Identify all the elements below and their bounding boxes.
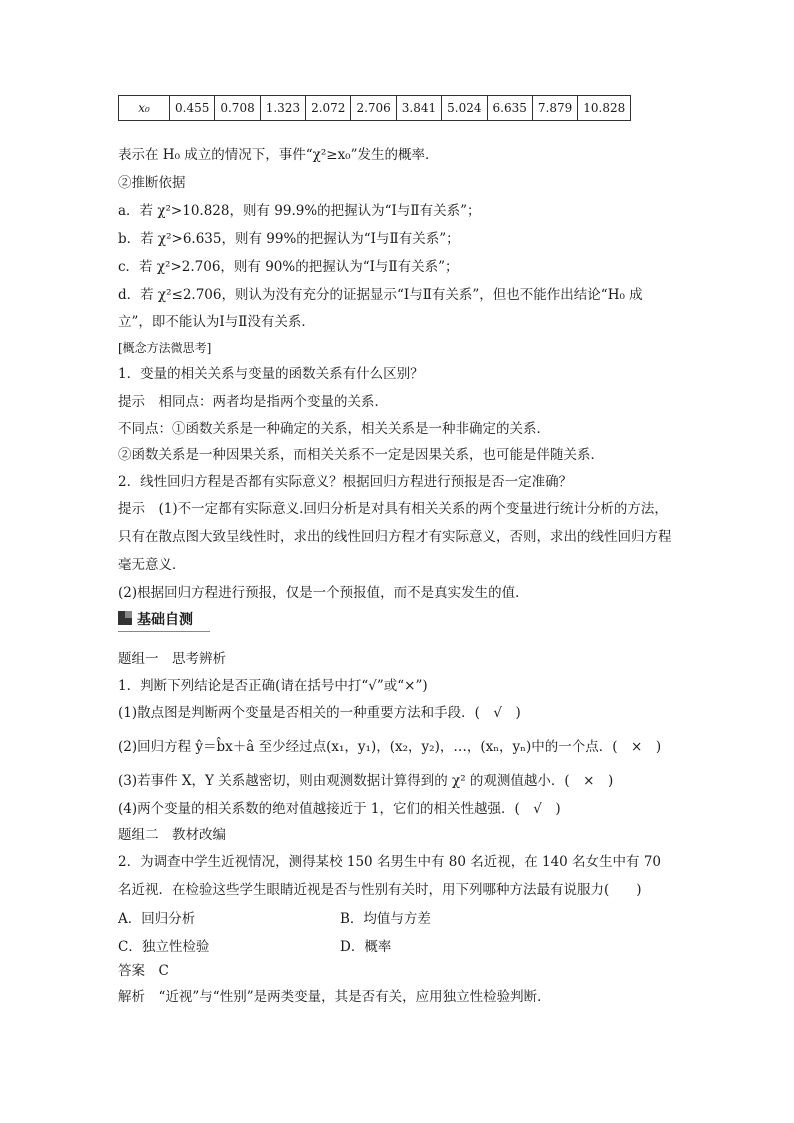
table-cell: 0.708 <box>215 96 260 121</box>
table-header-cell: x₀ <box>119 96 170 121</box>
table-row <box>119 96 631 121</box>
think-answer-2-para1: 提示 (1)不一定都有实际意义.回归分析是对具有相关关系的两个变量进行统计分析的方法，只有在散点图大致呈线性时，求出的线性回归方程才有实际意义，否则，求出的线性回归方程毫无意义． <box>118 501 672 573</box>
table-cell: 0.455 <box>170 96 215 121</box>
analysis-text: 解析 “近视”与“性别”是两类变量，其是否有关，应用独立性检验判断． <box>118 989 551 1005</box>
think-answer-2-para2: (2)根据回归方程进行预报，仅是一个预报值，而不是真实发生的值． <box>118 585 529 601</box>
critical-value-table <box>118 95 631 121</box>
basis-item-d-line2: 立”，即不能认为Ⅰ与Ⅱ没有关系． <box>118 314 315 330</box>
table-cell: 1.323 <box>260 96 305 121</box>
think-answer-1-line2: 不同点：①函数关系是一种确定的关系，相关关系是一种非确定的关系． <box>118 421 550 437</box>
table-cell: 3.841 <box>396 96 441 121</box>
basis-title: ②推断依据 <box>118 175 186 191</box>
judgement-item: (3)若事件 X，Y 关系越密切，则由观测数据计算得到的 χ² 的观测值越小．( × ) <box>118 773 614 789</box>
table-cell: 6.635 <box>487 96 532 121</box>
answer-text: 答案 C <box>118 963 169 979</box>
basis-item-a: a．若 χ²>10.828，则有 99.9%的把握认为“Ⅰ与Ⅱ有关系”； <box>118 203 481 219</box>
group1-question: 1．判断下列结论是否正确(请在括号中打“√”或“×”) <box>118 678 428 694</box>
group1-title: 题组一 思考辨析 <box>118 651 226 667</box>
section-mark-icon <box>118 611 132 625</box>
think-answer-1-line1: 提示 相同点：两者均是指两个变量的关系． <box>118 394 388 410</box>
basis-item-c: c．若 χ²>2.706，则有 90%的把握认为“Ⅰ与Ⅱ有关系”； <box>118 259 459 275</box>
think-question-1: 1．变量的相关关系与变量的函数关系有什么区别？ <box>118 366 424 382</box>
basis-item-d-line1: d．若 χ²≤2.706，则认为没有充分的证据显示“Ⅰ与Ⅱ有关系”，但也不能作出结论“H₀ 成 <box>118 287 643 303</box>
table-cell: 2.706 <box>351 96 396 121</box>
table-cell: 2.072 <box>306 96 351 121</box>
option-a: A．回归分析 <box>118 911 196 927</box>
section-header <box>118 607 210 631</box>
option-b: B．均值与方差 <box>340 911 431 927</box>
table-cell: 7.879 <box>532 96 577 121</box>
concept-think-tag: [概念方法微思考] <box>118 341 212 355</box>
probability-text: 表示在 H₀ 成立的情况下，事件“χ²≥x₀”发生的概率． <box>118 147 439 163</box>
table-cell: 10.828 <box>578 96 631 121</box>
table-cell: 5.024 <box>442 96 487 121</box>
basis-item-b: b．若 χ²>6.635，则有 99%的把握认为“Ⅰ与Ⅱ有关系”； <box>118 231 460 247</box>
option-c: C．独立性检验 <box>118 939 210 955</box>
group2-title: 题组二 教材改编 <box>118 827 226 843</box>
judgement-item: (1)散点图是判断两个变量是否相关的一种重要方法和手段．( √ ) <box>118 705 521 721</box>
section-title: 基础自测 <box>137 612 193 628</box>
option-d: D．概率 <box>340 939 392 955</box>
judgement-item: (4)两个变量的相关系数的绝对值越接近于 1，它们的相关性越强．( √ ) <box>118 801 561 817</box>
group2-question: 2．为调查中学生近视情况，测得某校 150 名男生中有 80 名近视，在 140 名女生中有 70 名近视．在检验这些学生眼睛近视是否与性别有关时，用下列哪种方法最有说服力( ) <box>118 854 662 898</box>
think-answer-1-line3: ②函数关系是一种因果关系，而相关关系不一定是因果关系，也可能是伴随关系． <box>118 447 604 463</box>
section-underline <box>118 631 210 632</box>
judgement-item: (2)回归方程 ŷ＝b̂x＋â 至少经过点(x₁，y₁)，(x₂，y₂)，…，(xₙ，yₙ)中的一个点．( × ) <box>118 739 662 755</box>
think-question-2: 2．线性回归方程是否都有实际意义？根据回归方程进行预报是否一定准确？ <box>118 474 573 490</box>
